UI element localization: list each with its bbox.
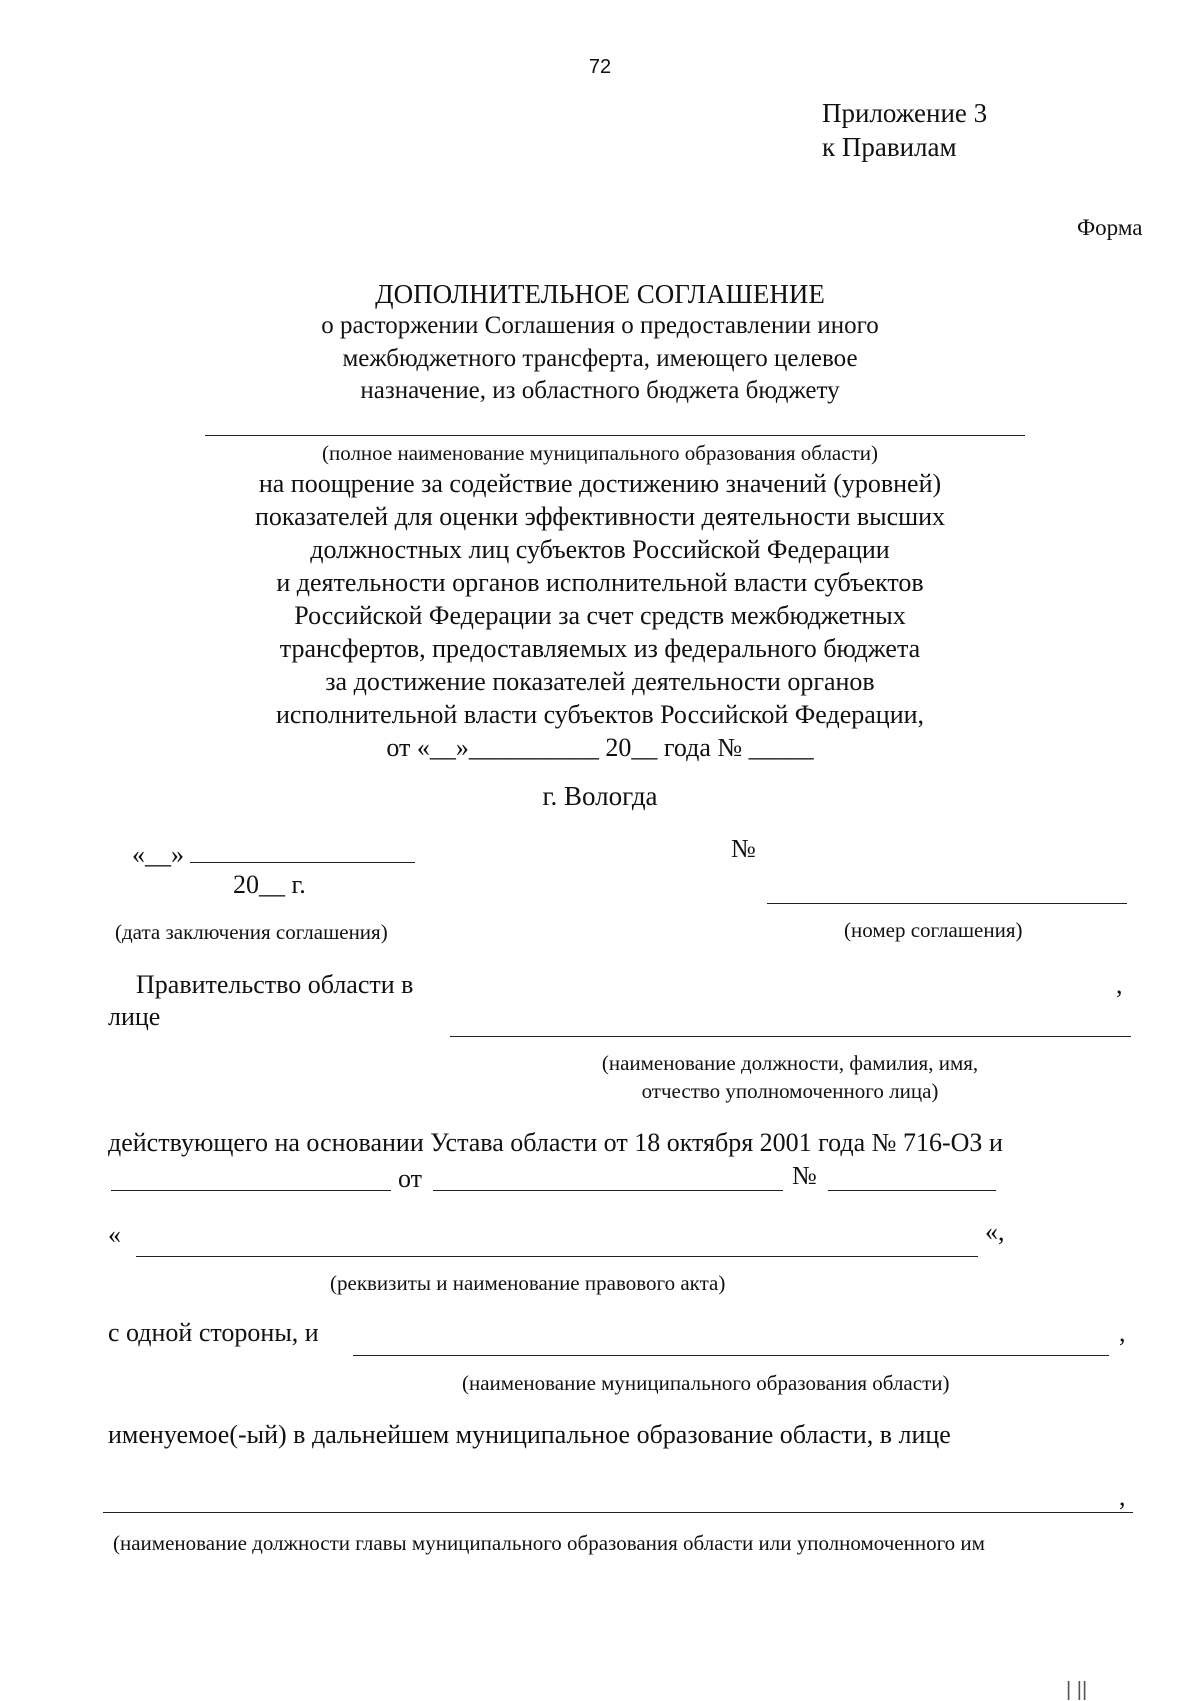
head-blank [103,1512,1133,1513]
municipality-name-blank [205,435,1025,436]
hereinafter-text: именуемое(-ый) в дальнейшем муниципальное образование области, в лице [108,1420,951,1449]
document-title: ДОПОЛНИТЕЛЬНОЕ СОГЛАШЕНИЕ [375,279,825,309]
page-number: 72 [588,56,612,78]
legal-act-blank [136,1256,978,1257]
title-line-3: назначение, из областного бюджета бюджету [360,377,840,404]
agreement-number-blank [767,903,1127,904]
legal-act-open-quote: « [108,1220,121,1249]
basis-from: от [398,1164,423,1193]
purpose-line-7: за достижение показателей деятельности органов [325,667,875,696]
purpose-line-4: и деятельности органов исполнительной власти субъектов [276,568,924,597]
one-side-caption: (наименование муниципального образования области) [462,1371,950,1395]
representative-blank [450,1036,1131,1037]
basis-number-sign: № [792,1161,817,1190]
basis-blank-1 [111,1190,391,1191]
appendix-line-1: Приложение 3 [822,98,988,128]
city: г. Вологда [542,781,658,811]
legal-act-close-quote: «, [985,1217,1005,1246]
purpose-line-1: на поощрение за содействие достижению значений (уровней) [258,469,942,498]
title-line-2: межбюджетного трансферта, имеющего целевое [342,345,858,372]
date-caption: (дата заключения соглашения) [115,920,388,944]
representative-caption-2: отчество уполномоченного лица) [641,1079,939,1103]
basis-number-blank [828,1190,996,1191]
date-month-blank [190,862,415,863]
municipality-blank [353,1355,1109,1356]
number-caption: (номер соглашения) [844,918,1023,942]
hereinafter-caption: (наименование должности главы муниципального образования области или уполномоченного им [113,1531,985,1555]
government-text-2: лице [108,1002,161,1031]
title-line-1: о расторжении Соглашения о предоставлении иного [321,312,879,339]
hereinafter-comma: , [1119,1482,1126,1511]
one-side-comma: , [1119,1318,1126,1347]
purpose-line-5: Российской Федерации за счет средств межбюджетных [294,601,906,630]
appendix-line-2: к Правилам [822,132,957,162]
municipality-caption: (полное наименование муниципального образования области) [322,441,878,465]
date-year: 20__ г. [233,870,306,899]
one-side-text: с одной стороны, и [108,1318,319,1347]
government-text-1: Правительство области в [136,970,414,999]
purpose-line-3: должностных лиц субъектов Российской Федерации [310,535,890,564]
basis-date-blank [433,1190,783,1191]
purpose-line-6: трансфертов, предоставляемых из федерального бюджета [279,634,921,663]
date-quotes: «__» [132,840,184,869]
purpose-line-8: исполнительной власти субъектов Российской Федерации, [275,700,925,729]
basis-text: действующего на основании Устава области от 18 октября 2001 года № 716-ОЗ и [108,1128,1003,1157]
corner-mark: | || [1066,1679,1088,1701]
agreement-date-line: от «__»__________ 20__ года № _____ [386,733,814,762]
purpose-line-2: показателей для оценки эффективности деятельности высших [254,502,946,531]
agreement-number-sign: № [731,834,756,863]
representative-caption-1: (наименование должности, фамилия, имя, [601,1051,979,1075]
legal-act-caption: (реквизиты и наименование правового акта) [330,1271,726,1295]
form-label: Форма [1077,215,1143,240]
government-comma: , [1116,970,1123,999]
